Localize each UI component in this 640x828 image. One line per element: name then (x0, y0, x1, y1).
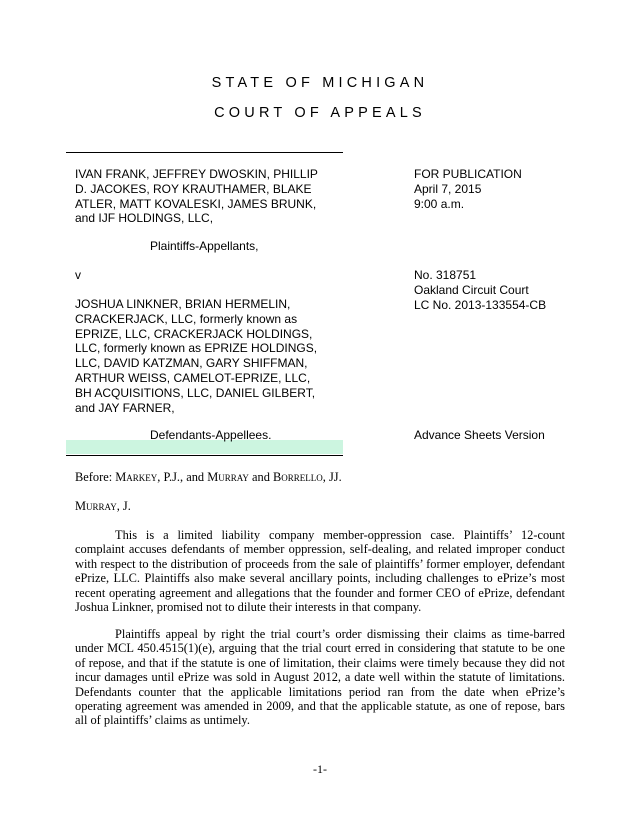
lc-number: LC No. 2013-133554-CB (414, 297, 547, 312)
plaintiffs-role: Plaintiffs-Appellants, (150, 239, 259, 253)
defendants-role: Defendants-Appellees. (150, 428, 272, 442)
judge-murray: Murray (207, 470, 249, 484)
judge-borrello: Borrello (273, 470, 323, 484)
defendants-list (75, 297, 317, 415)
panel-suffix: , JJ. (322, 470, 342, 484)
defendant-line: and JAY FARNER, (75, 400, 175, 415)
defendant-line: CRACKERJACK, LLC, formerly known as (75, 311, 298, 326)
plaintiff-line: D. JACOKES, ROY KRAUTHAMER, BLAKE (75, 181, 312, 196)
version-label: Advance Sheets Version (414, 428, 545, 442)
opinion-paragraph-2: Plaintiffs appeal by right the trial court’s order dismissing their claims as time-barred under MCL 450.4515(1)(e), arguing that the trial court erred in considering that statute to be one of repose, and that if the statute is one of limitation, their claims were timely because they did not incur damages until ePrize was sold in August 2012, a date well within the statute of limitations. Defendants counter that the applicable limitations period ran from the date when ePrize’s operating agreement was amended in 2009, and that the applicable statute, as one of repose, bars all of plaintiffs’ claims as untimely. (75, 627, 565, 728)
defendant-line: ARTHUR WEISS, CAMELOT-EPRIZE, LLC, (75, 370, 311, 385)
plaintiff-line: and IJF HOLDINGS, LLC, (75, 211, 214, 226)
state-heading: STATE OF MICHIGAN (211, 75, 429, 91)
caption-bottom-rule (66, 455, 343, 456)
caption-top-rule (66, 152, 343, 153)
panel-sep: , P.J., and (157, 470, 208, 484)
panel-line (75, 470, 342, 485)
defendant-line: LLC, DAVID KATZMAN, GARY SHIFFMAN, (75, 356, 308, 371)
plaintiffs-list (75, 167, 318, 226)
case-block (414, 268, 546, 312)
court-heading: COURT OF APPEALS (214, 105, 426, 121)
defendant-line: EPRIZE, LLC, CRACKERJACK HOLDINGS, (75, 326, 313, 341)
page-number: -1- (313, 762, 327, 776)
defendant-line: BH ACQUISITIONS, LLC, DANIEL GILBERT, (75, 385, 316, 400)
judge-markey: Markey (115, 470, 158, 484)
circuit-court: Oakland Circuit Court (414, 282, 529, 297)
opinion-paragraph-1: This is a limited liability company member-oppression case. Plaintiffs’ 12-count complaint accuses defendants of member oppression, self-dealing, and related improper conduct with respect to the distribution of proceeds from the sale of plaintiffs’ former employer, defendant ePrize, LLC. Plaintiffs also make several ancillary points, including challenges to ePrize’s most recent operating agreement and allegations that the founder and former CEO of ePrize, defendant Joshua Linkner, promised not to dilute their interests in that company. (75, 528, 565, 615)
publication-label: FOR PUBLICATION (414, 167, 522, 181)
versus-label: v (75, 268, 81, 282)
publication-block (414, 167, 522, 211)
publication-date: April 7, 2015 (414, 181, 482, 196)
plaintiff-line: IVAN FRANK, JEFFREY DWOSKIN, PHILLIP (75, 167, 318, 181)
case-number: No. 318751 (414, 268, 477, 282)
publication-time: 9:00 a.m. (414, 196, 465, 211)
defendant-line: LLC, formerly known as EPRIZE HOLDINGS, (75, 341, 318, 356)
panel-prefix: Before: (75, 470, 116, 484)
author-name: Murray (75, 499, 117, 513)
opinion-author (75, 499, 131, 514)
plaintiff-line: ATLER, MATT KOVALESKI, JAMES BRUNK, (75, 196, 317, 211)
defendant-line: JOSHUA LINKNER, BRIAN HERMELIN, (75, 297, 291, 311)
panel-and: and (248, 470, 274, 484)
author-suffix: , J. (116, 499, 131, 513)
